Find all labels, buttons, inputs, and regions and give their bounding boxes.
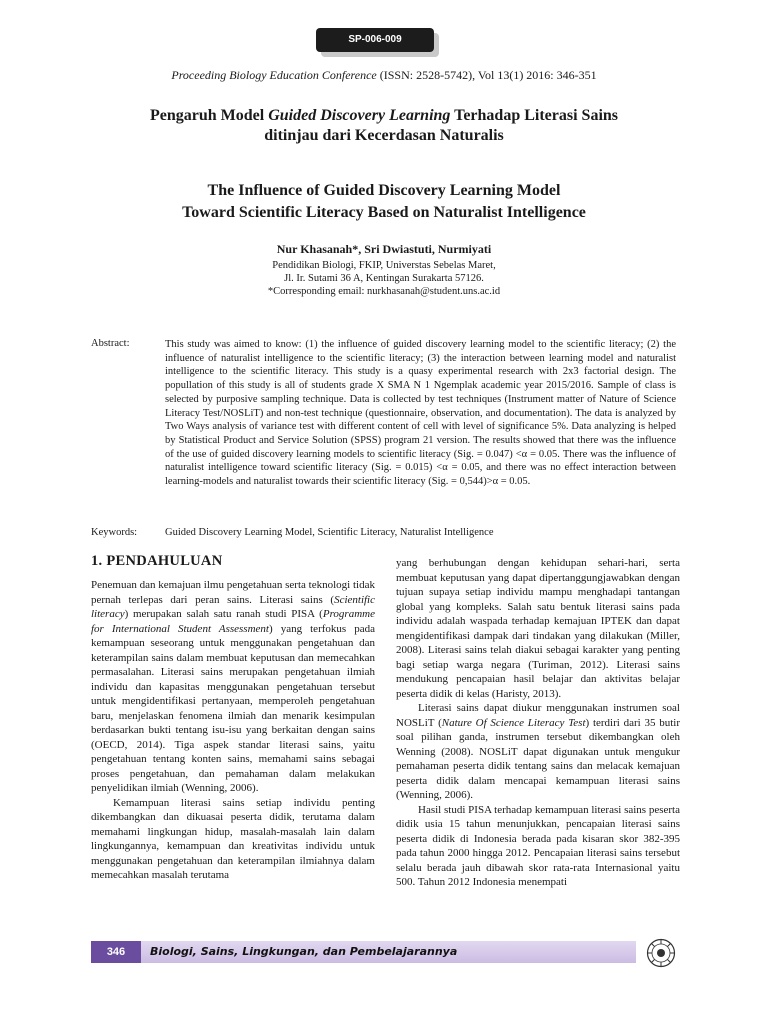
keywords-text: Guided Discovery Learning Model, Scientific Literacy, Naturalist Intelligence (165, 527, 494, 538)
title-english (60, 180, 708, 224)
footer-journal-name: Biologi, Sains, Lingkungan, dan Pembelajarannya (150, 945, 458, 958)
affiliation-line1: Pendidikan Biologi, FKIP, Universtas Sebelas Maret, (272, 260, 496, 271)
right-paragraph-2 (396, 701, 680, 803)
italic-run: Programme for International Student Assessment (91, 608, 375, 635)
title-en-line1: The Influence of Guided Discovery Learning Model (207, 182, 561, 199)
page-number: 346 (91, 941, 141, 963)
title-id-line2: ditinjau dari Kecerdasan Naturalis (264, 127, 504, 144)
proceeding-citation (0, 68, 768, 83)
title-en-line2: Toward Scientific Literacy Based on Naturalist Intelligence (182, 204, 586, 221)
abstract-text: This study was aimed to know: (1) the influence of guided discovery learning model to the scientific literacy; (2) the influence of naturalist intelligence to the scientific literacy; (3) the interaction between learning model and naturalist intelligence to the scientific literacy. This study is a quasy experimental research with 2x3 factorial design. The popullation of this study is all of students grade X SMA N 1 Ngemplak academic year 2015/2016. Sample of class is selected by purposive sampling technique. Data is collected by test techniques (Instrument matter of Nature of Science Literacy Test/NOSLiT) and non-test technique (questionnaire, observation, and documentation). The data is analyzed by Two Ways analysis of variance test with different content of cell with level of significance 5%. Data analyzing is helped by Statistical Product and Service Solution (SPSS) program 21 version. The results showed that there was the influence of the use of guided discovery learning models to scientific literacy (Sig. = 0.047) <α = 0.05. There was the influence of naturalist intelligence toward scientific literacy (Sig. = 0.015) <α = 0.05, and there was no effect interaction between learning-models and naturalist towards their scientific literacy (Sig. = 0,544)>α = 0.05. (165, 339, 676, 488)
proceeding-journal: Proceeding Biology Education Conference (171, 68, 377, 82)
text-run: Penemuan dan kemajuan ilmu pengetahuan serta teknologi tidak pernah terlepas dari peran sains. Literasi sains ( (91, 579, 375, 606)
italic-run: Nature Of Science Literacy Test (441, 716, 586, 729)
affiliation (0, 259, 768, 298)
authors: Nur Khasanah*, Sri Dwiastuti, Nurmiyati (276, 242, 492, 256)
italic-run: Scientific literacy (91, 593, 375, 620)
title-id-part1: Pengaruh Model (149, 107, 269, 124)
proceeding-details: (ISSN: 2528-5742), Vol 13(1) 2016: 346-351 (376, 68, 597, 82)
left-paragraph-1 (91, 578, 375, 796)
text-run: Literasi sains dapat diukur menggunakan instrumen soal NOSLiT ( (396, 702, 680, 729)
left-column (91, 578, 375, 883)
right-column (396, 556, 680, 890)
corresponding-email: *Corresponding email: nurkhasanah@student.uns.ac.id (267, 286, 501, 297)
text-run: ) yang terfokus pada kemampuan seseorang untuk menggunakan pengetahuan dan keterampilan sains dalam membuat keputusan dan memecahkan permasalahan. Literasi sains merupakan pengetahuan ilmiah individu dan kapasitas menggunakan pengetahuan tersebut untuk mengidentifikasi pertanyaan, memperoleh pengetahuan baru, menjelaskan fenomena ilmiah dan menarik kesimpulan berdasarkan bukti tentang isu-isu yang berkaitan dengan sains (OECD, 2014). Tiga aspek standar literasi sains, yaitu pengetahuan tentang konten sains, memahami sains sebagai proses pengetahuan, dan pemahaman dalam melakukan penyelidikan ilmiah (Wenning, 2006). (91, 622, 375, 794)
title-id-part2: Terhadap Literasi Sains (450, 107, 619, 124)
title-indonesian (60, 106, 708, 146)
university-seal-icon (646, 938, 676, 968)
text-run: ) merupakan salah satu ranah studi PISA ( (124, 608, 323, 620)
text-run: ) terdiri dari 35 butir soal pilihan ganda, instrumen tersebut dikembangkan oleh Wenning (2008). NOSLiT dapat digunakan untuk mengukur pemahaman peserta didik tentang sains dan melacak kemajuan peserta didik dalam mencapai kemampuan literasi sains (Wenning, 2006). (396, 716, 680, 801)
paper-code-badge: SP-006-009 (316, 28, 434, 52)
right-paragraph-1: yang berhubungan dengan kehidupan sehari-hari, serta membuat keputusan yang dapat dipertanggungjawabkan dengan tujuan supaya setiap individu mampu menghadapi tantangan global yang kompleks. Salah satu bentuk literasi sains pada individu adalah waspada terhadap kemajuan IPTEK dan dapat mengidentifikasi dampak dari tindakan yang dilakukan (Miller, 2008). Literasi sains telah diakui sebagai karakter yang penting bagi setiap warga negara (Turiman, 2012). Literasi sains mendukung pencapaian hasil belajar dan aktivitas belajar peserta didik di kelas (Haristy, 2013). (396, 557, 680, 700)
left-paragraph-2: Kemampuan literasi sains setiap individu penting dikembangkan dan dikuasai peserta didik, terutama dalam memahami lingkungan hidup, masalah-masalah lain dalam lingkungannya, kemampuan dan kreativitas individu untuk menggunakan pengetahuan dan keterampilan ilmiahnya dalam memecahkan masalah terutama (91, 796, 375, 881)
section-heading: 1. PENDAHULUAN (91, 553, 223, 569)
affiliation-line2: Jl. Ir. Sutami 36 A, Kentingan Surakarta 57126. (284, 273, 484, 284)
keywords-label: Keywords: (91, 527, 138, 538)
right-paragraph-3: Hasil studi PISA terhadap kemampuan literasi sains peserta didik usia 15 tahun menunjukkan, pencapaian literasi sains peserta didik di Indonesia berada pada kisaran skor 382-395 pada tahun 2000 hingga 2012. Pencapaian literasi sains tersebut selalu berada jauh dibawah skor rata-rata Internasional yaitu 500. Tahun 2012 Indonesia menempati (396, 803, 680, 888)
title-id-italic: Guided Discovery Learning (268, 107, 451, 124)
abstract-label: Abstract: (91, 338, 130, 349)
